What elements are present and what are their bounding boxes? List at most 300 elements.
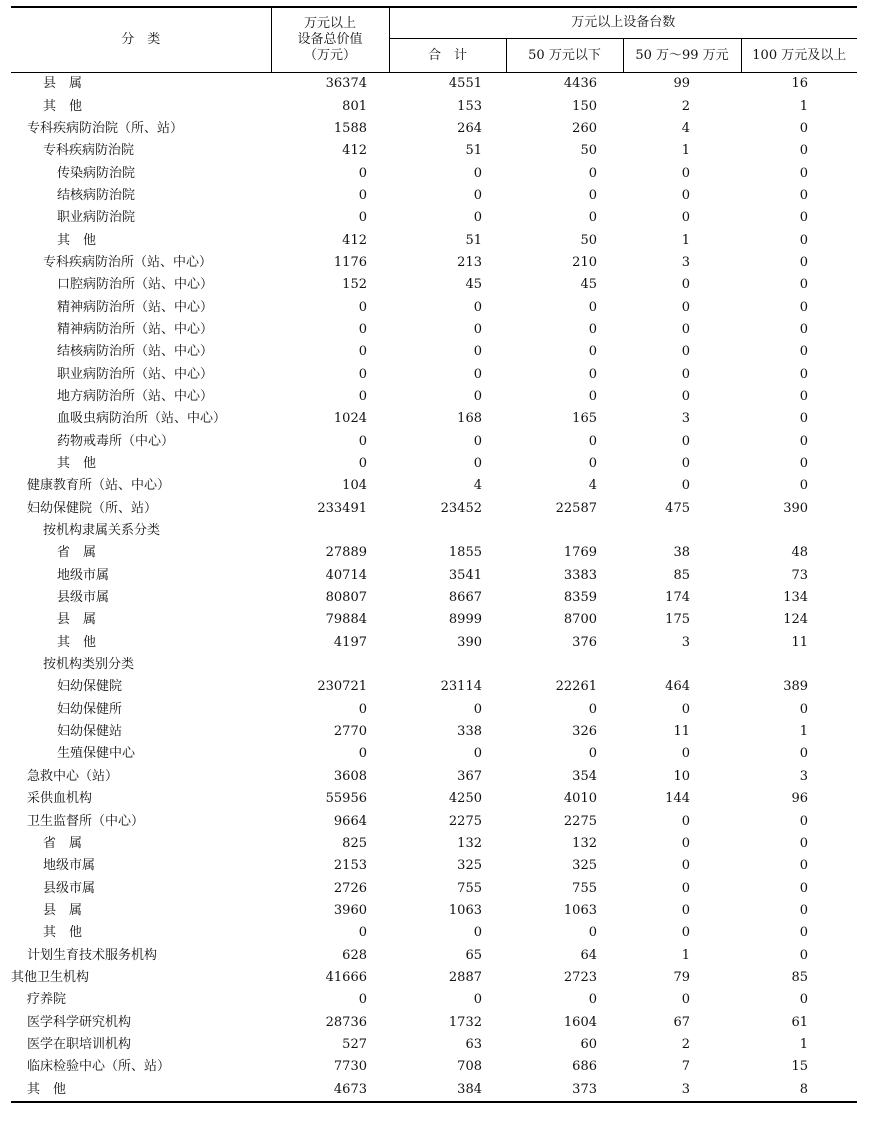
cell-count-total: 0	[473, 388, 482, 404]
cell-count-50-99: 3	[623, 1078, 741, 1101]
cell-count-100-plus: 0	[799, 835, 809, 851]
cell-count-100-plus	[741, 654, 857, 676]
row-label: 血吸虫病防治所（站、中心）	[57, 411, 227, 427]
row-label: 采供血机构	[27, 791, 93, 807]
cell-count-total: 213	[457, 254, 482, 270]
cell-count-100-plus: 0	[799, 858, 809, 874]
row-label: 临床检验中心（所、站）	[27, 1059, 171, 1075]
table-row	[11, 1011, 857, 1033]
cell-count-100-plus: 0	[799, 813, 809, 829]
cell-count-total: 367	[457, 768, 482, 784]
cell-count-50-99: 0	[681, 813, 690, 829]
table-row	[11, 1034, 857, 1056]
table-row	[11, 252, 857, 274]
row-label: 其他卫生机构	[11, 969, 90, 985]
cell-count-under-50: 755	[572, 880, 597, 896]
cell-count-total: 63	[465, 1036, 482, 1052]
cell-count-100-plus: 0	[799, 433, 809, 449]
cell-count-total: 4551	[448, 76, 482, 92]
cell-count-under-50	[506, 654, 623, 676]
table-row	[11, 475, 857, 497]
cell-count-50-99: 1	[681, 143, 690, 159]
row-label: 传染病防治院	[57, 165, 136, 181]
cell-total-value: 4673	[271, 1078, 389, 1101]
cell-total-value: 0	[358, 366, 367, 382]
cell-count-under-50: 1063	[563, 902, 597, 918]
cell-count-under-50: 3383	[563, 567, 597, 583]
cell-count-100-plus: 390	[783, 500, 809, 516]
row-label: 职业病防治院	[57, 210, 136, 226]
cell-total-value: 0	[358, 165, 367, 181]
cell-count-under-50: 4	[588, 478, 597, 494]
cell-count-total: 0	[473, 701, 482, 717]
cell-count-total: 338	[457, 724, 482, 740]
cell-count-under-50: 354	[572, 768, 597, 784]
cell-count-100-plus: 0	[799, 902, 809, 918]
cell-count-under-50: 8359	[563, 590, 597, 606]
cell-count-100-plus: 0	[799, 947, 809, 963]
cell-count-total: 390	[457, 634, 482, 650]
cell-count-50-99: 0	[681, 165, 690, 181]
cell-count-total: 3541	[448, 567, 482, 583]
cell-total-value: 4197	[333, 634, 367, 650]
cell-count-under-50: 686	[572, 1059, 597, 1075]
cell-count-total: 0	[473, 366, 482, 382]
row-label: 妇幼保健所	[57, 701, 123, 717]
cell-count-total: 0	[473, 925, 482, 941]
cell-count-50-99: 4	[681, 120, 690, 136]
cell-count-under-50: 210	[572, 254, 597, 270]
cell-count-100-plus: 0	[799, 321, 809, 337]
cell-count-under-50: 0	[588, 366, 597, 382]
cell-total-value: 0	[358, 456, 367, 472]
table-row	[11, 140, 857, 162]
row-label: 结核病防治所（站、中心）	[57, 344, 214, 360]
cell-count-100-plus: 0	[799, 880, 809, 896]
cell-count-50-99: 3	[681, 411, 690, 427]
cell-count-total: 384	[389, 1078, 506, 1101]
table-row	[11, 877, 857, 899]
cell-count-50-99: 3	[681, 254, 690, 270]
cell-count-100-plus: 0	[799, 232, 809, 248]
table-row	[11, 520, 857, 542]
cell-count-total: 132	[457, 835, 482, 851]
row-label: 精神病防治所（站、中心）	[57, 299, 214, 315]
cell-count-100-plus: 134	[783, 590, 809, 606]
header-count-group: 万元以上设备台数	[389, 7, 857, 39]
cell-count-100-plus: 16	[791, 76, 809, 92]
row-label: 生殖保健中心	[57, 746, 136, 762]
cell-count-100-plus: 0	[799, 210, 809, 226]
header-category: 分 类	[11, 7, 271, 73]
cell-count-under-50: 0	[588, 299, 597, 315]
cell-count-50-99: 0	[681, 746, 690, 762]
cell-count-under-50: 64	[580, 947, 597, 963]
table-row	[11, 431, 857, 453]
cell-count-total: 23452	[440, 500, 482, 516]
cell-count-total	[389, 654, 506, 676]
cell-count-total: 1855	[448, 545, 482, 561]
cell-count-under-50: 132	[572, 835, 597, 851]
cell-total-value: 79884	[325, 612, 367, 628]
cell-total-value: 0	[358, 701, 367, 717]
table-row	[11, 900, 857, 922]
cell-count-100-plus: 0	[799, 456, 809, 472]
cell-count-50-99: 0	[681, 902, 690, 918]
cell-count-under-50: 0	[588, 210, 597, 226]
cell-total-value: 80807	[325, 590, 367, 606]
table-row	[11, 788, 857, 810]
cell-count-50-99: 0	[681, 344, 690, 360]
cell-count-under-50: 0	[588, 456, 597, 472]
cell-count-50-99: 0	[681, 299, 690, 315]
cell-count-under-50: 2275	[563, 813, 597, 829]
cell-count-total: 0	[473, 746, 482, 762]
cell-total-value: 55956	[325, 791, 367, 807]
row-label: 其 他	[11, 1078, 271, 1101]
table-row	[11, 408, 857, 430]
cell-count-under-50: 45	[580, 277, 597, 293]
header-count-total: 合 计	[389, 39, 506, 73]
cell-count-50-99: 38	[673, 545, 690, 561]
cell-count-100-plus: 0	[799, 165, 809, 181]
row-label: 其 他	[57, 456, 97, 472]
cell-count-100-plus: 1	[799, 724, 809, 740]
cell-count-under-50: 22587	[555, 500, 597, 516]
cell-count-100-plus: 96	[791, 791, 809, 807]
cell-count-under-50	[506, 520, 623, 542]
cell-total-value: 1588	[333, 120, 367, 136]
cell-total-value: 28736	[325, 1014, 367, 1030]
cell-count-under-50: 165	[572, 411, 597, 427]
cell-count-total: 2887	[448, 969, 482, 985]
cell-count-100-plus: 1	[799, 98, 809, 114]
cell-count-total: 23114	[440, 679, 482, 695]
cell-count-under-50: 0	[588, 344, 597, 360]
cell-count-under-50: 1769	[563, 545, 597, 561]
table-row	[11, 766, 857, 788]
table-row	[11, 609, 857, 631]
cell-count-100-plus: 0	[799, 478, 809, 494]
cell-count-50-99: 67	[673, 1014, 690, 1030]
cell-count-total: 2275	[448, 813, 482, 829]
cell-count-50-99: 79	[673, 969, 690, 985]
table-row	[11, 989, 857, 1011]
cell-total-value: 801	[342, 98, 367, 114]
row-label: 结核病防治院	[57, 187, 136, 203]
table-row	[11, 1078, 857, 1101]
table-row	[11, 699, 857, 721]
cell-count-50-99: 2	[681, 98, 690, 114]
row-label: 地级市属	[57, 567, 110, 583]
cell-total-value: 1024	[333, 411, 367, 427]
row-label: 县 属	[57, 612, 97, 628]
table-row	[11, 386, 857, 408]
cell-count-under-50: 50	[580, 143, 597, 159]
table-row	[11, 363, 857, 385]
cell-total-value: 9664	[333, 813, 367, 829]
cell-total-value: 0	[358, 210, 367, 226]
cell-count-100-plus: 3	[799, 768, 809, 784]
cell-count-under-50: 50	[580, 232, 597, 248]
equipment-table	[11, 6, 857, 1103]
cell-count-50-99: 0	[681, 925, 690, 941]
cell-count-50-99: 175	[665, 612, 690, 628]
cell-count-total: 8999	[448, 612, 482, 628]
row-label: 专科疾病防治院（所、站）	[27, 120, 184, 136]
cell-count-50-99: 0	[681, 321, 690, 337]
table-row	[11, 162, 857, 184]
cell-count-100-plus: 0	[799, 299, 809, 315]
cell-total-value: 412	[342, 232, 367, 248]
table-row	[11, 274, 857, 296]
cell-total-value: 2726	[333, 880, 367, 896]
cell-count-50-99: 0	[681, 366, 690, 382]
cell-total-value	[271, 520, 389, 542]
cell-count-under-50: 0	[588, 165, 597, 181]
cell-count-100-plus: 48	[791, 545, 809, 561]
cell-count-under-50: 0	[588, 992, 597, 1008]
cell-count-100-plus: 0	[799, 992, 809, 1008]
cell-count-under-50: 0	[588, 925, 597, 941]
row-label: 计划生育技术服务机构	[27, 947, 158, 963]
cell-count-100-plus: 0	[799, 925, 809, 941]
row-label: 精神病防治所（站、中心）	[57, 321, 214, 337]
table-row	[11, 587, 857, 609]
row-label: 职业病防治所（站、中心）	[57, 366, 214, 382]
cell-count-total: 51	[465, 232, 482, 248]
cell-total-value: 2153	[333, 858, 367, 874]
cell-count-100-plus: 389	[783, 679, 809, 695]
cell-count-50-99: 0	[681, 858, 690, 874]
cell-count-total: 708	[457, 1059, 482, 1075]
cell-count-under-50: 2723	[563, 969, 597, 985]
cell-count-total: 0	[473, 187, 482, 203]
table-body	[11, 73, 857, 1102]
cell-count-50-99: 464	[665, 679, 690, 695]
cell-total-value: 0	[358, 299, 367, 315]
row-label: 卫生监督所（中心）	[27, 813, 145, 829]
cell-count-under-50: 0	[588, 433, 597, 449]
cell-count-total: 0	[473, 992, 482, 1008]
cell-count-total: 168	[457, 411, 482, 427]
cell-total-value: 825	[342, 835, 367, 851]
cell-total-value	[271, 654, 389, 676]
table-row	[11, 73, 857, 96]
row-label: 按机构类别分类	[43, 657, 135, 673]
cell-count-100-plus: 124	[783, 612, 809, 628]
table-row	[11, 944, 857, 966]
row-label: 专科疾病防治院	[43, 143, 135, 159]
cell-count-50-99: 0	[681, 210, 690, 226]
row-label: 地方病防治所（站、中心）	[57, 388, 214, 404]
cell-count-100-plus	[741, 520, 857, 542]
cell-count-total: 0	[473, 165, 482, 181]
cell-total-value: 230721	[317, 679, 367, 695]
cell-count-under-50: 0	[588, 321, 597, 337]
cell-total-value: 1176	[333, 254, 367, 270]
row-label: 省 属	[57, 545, 97, 561]
table-row	[11, 229, 857, 251]
header-count-100-plus: 100 万元及以上	[741, 39, 857, 73]
cell-count-total: 0	[473, 433, 482, 449]
cell-count-50-99	[623, 520, 741, 542]
cell-count-50-99: 0	[681, 701, 690, 717]
cell-total-value: 0	[358, 433, 367, 449]
cell-count-50-99: 0	[681, 880, 690, 896]
row-label: 健康教育所（站、中心）	[27, 478, 171, 494]
cell-count-50-99: 0	[681, 992, 690, 1008]
cell-count-50-99: 0	[681, 388, 690, 404]
header-count-50-99: 50 万～99 万元	[623, 39, 741, 73]
cell-count-50-99: 11	[673, 724, 690, 740]
cell-count-under-50: 0	[588, 187, 597, 203]
cell-count-50-99: 2	[681, 1036, 690, 1052]
cell-count-50-99: 99	[673, 76, 690, 92]
cell-count-50-99: 85	[673, 567, 690, 583]
row-label: 急救中心（站）	[27, 768, 119, 784]
cell-count-total: 264	[457, 120, 482, 136]
table-row	[11, 676, 857, 698]
row-label: 妇幼保健站	[57, 724, 123, 740]
row-label: 县级市属	[43, 880, 96, 896]
table-row	[11, 565, 857, 587]
cell-count-50-99: 1	[681, 232, 690, 248]
row-label: 地级市属	[43, 858, 96, 874]
header-total-value	[271, 7, 389, 73]
cell-count-total: 51	[465, 143, 482, 159]
cell-total-value: 152	[342, 277, 367, 293]
cell-count-under-50: 0	[588, 746, 597, 762]
cell-count-under-50: 325	[572, 858, 597, 874]
cell-count-50-99: 0	[681, 456, 690, 472]
cell-total-value: 40714	[325, 567, 367, 583]
table-row	[11, 95, 857, 117]
table-row	[11, 922, 857, 944]
cell-count-100-plus: 73	[791, 567, 809, 583]
header-total-value-line3: （万元）	[303, 48, 356, 63]
cell-count-100-plus: 0	[799, 120, 809, 136]
cell-count-100-plus: 0	[799, 701, 809, 717]
cell-count-total: 4	[473, 478, 482, 494]
cell-count-100-plus: 0	[799, 277, 809, 293]
cell-count-50-99: 0	[681, 187, 690, 203]
row-label: 药物戒毒所（中心）	[57, 433, 175, 449]
cell-count-100-plus: 0	[799, 143, 809, 159]
cell-count-total: 755	[457, 880, 482, 896]
cell-count-total: 1732	[448, 1014, 482, 1030]
cell-total-value: 0	[358, 925, 367, 941]
header-total-value-line2: 设备总价值	[297, 32, 363, 47]
cell-count-total: 325	[457, 858, 482, 874]
cell-count-50-99: 475	[665, 500, 690, 516]
table-row	[11, 453, 857, 475]
cell-count-100-plus: 0	[799, 187, 809, 203]
table-row	[11, 810, 857, 832]
cell-count-under-50: 1604	[563, 1014, 597, 1030]
row-label: 专科疾病防治所（站、中心）	[43, 254, 213, 270]
row-label: 口腔病防治所（站、中心）	[57, 277, 214, 293]
table-row	[11, 632, 857, 654]
table-row	[11, 185, 857, 207]
cell-count-total: 153	[457, 98, 482, 114]
cell-total-value: 41666	[325, 969, 367, 985]
cell-count-100-plus: 0	[799, 388, 809, 404]
cell-count-50-99: 0	[681, 835, 690, 851]
cell-total-value: 36374	[325, 76, 367, 92]
cell-count-50-99: 3	[681, 634, 690, 650]
cell-count-50-99: 174	[665, 590, 690, 606]
cell-count-50-99: 1	[681, 947, 690, 963]
row-label: 疗养院	[27, 992, 67, 1008]
cell-count-total: 0	[473, 456, 482, 472]
cell-count-50-99: 7	[681, 1059, 690, 1075]
cell-total-value: 104	[342, 478, 367, 494]
table-row	[11, 341, 857, 363]
table-row	[11, 855, 857, 877]
cell-count-under-50: 260	[572, 120, 597, 136]
row-label: 按机构隶属关系分类	[43, 523, 161, 539]
cell-count-100-plus: 15	[791, 1059, 809, 1075]
cell-total-value: 628	[342, 947, 367, 963]
row-label: 县级市属	[57, 590, 110, 606]
row-label: 其 他	[43, 98, 83, 114]
row-label: 县 属	[43, 902, 83, 918]
cell-count-100-plus: 0	[799, 254, 809, 270]
cell-count-under-50: 8700	[563, 612, 597, 628]
cell-total-value: 0	[358, 992, 367, 1008]
cell-count-100-plus: 61	[791, 1014, 809, 1030]
row-label: 其 他	[57, 232, 97, 248]
table-row	[11, 207, 857, 229]
cell-count-total: 0	[473, 344, 482, 360]
row-label: 医学在职培训机构	[27, 1036, 132, 1052]
cell-total-value: 7730	[333, 1059, 367, 1075]
row-label: 其 他	[57, 634, 97, 650]
cell-total-value: 0	[358, 344, 367, 360]
cell-count-total: 0	[473, 299, 482, 315]
row-label: 省 属	[43, 835, 83, 851]
table-row	[11, 498, 857, 520]
cell-count-total: 0	[473, 321, 482, 337]
cell-count-total: 65	[465, 947, 482, 963]
row-label: 其 他	[43, 925, 83, 941]
table-row	[11, 319, 857, 341]
header-count-under-50: 50 万元以下	[506, 39, 623, 73]
cell-count-total	[389, 520, 506, 542]
cell-count-50-99: 0	[681, 277, 690, 293]
cell-count-total: 8667	[448, 590, 482, 606]
cell-total-value: 3960	[333, 902, 367, 918]
cell-count-under-50: 60	[580, 1036, 597, 1052]
cell-count-100-plus: 85	[791, 969, 809, 985]
cell-count-50-99: 144	[665, 791, 690, 807]
cell-total-value: 527	[342, 1036, 367, 1052]
cell-total-value: 2770	[333, 724, 367, 740]
cell-total-value: 0	[358, 388, 367, 404]
row-label: 医学科学研究机构	[27, 1014, 132, 1030]
cell-count-50-99: 0	[681, 433, 690, 449]
cell-count-under-50: 150	[572, 98, 597, 114]
cell-count-100-plus: 0	[799, 344, 809, 360]
cell-count-under-50: 326	[572, 724, 597, 740]
table-row	[11, 721, 857, 743]
cell-count-under-50: 376	[572, 634, 597, 650]
cell-count-under-50: 4436	[563, 76, 597, 92]
cell-total-value: 3608	[333, 768, 367, 784]
cell-count-50-99	[623, 654, 741, 676]
row-label: 妇幼保健院（所、站）	[27, 500, 158, 516]
